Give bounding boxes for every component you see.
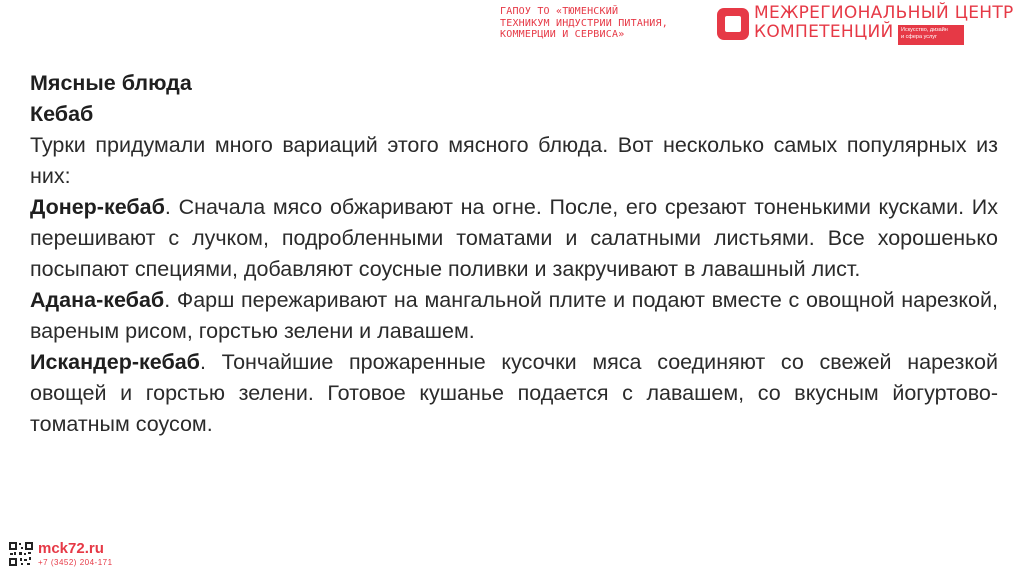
org-line-2: ТЕХНИКУМ ИНДУСТРИИ ПИТАНИЯ, (500, 17, 668, 29)
logo-tag-line-1: Искусство, дизайн (901, 27, 948, 33)
dish-description: . Сначала мясо обжаривают на огне. После, его срезают тоненькими кусками. Их перешивают с лучком, подробленными томатами и салатными листьями. Все хорошенько посыпают специями, добавляют соусные поливки и закручивают в лавашный лист. (30, 195, 998, 281)
logo-tag-line-2: и сфера услуг (901, 33, 937, 40)
dish-term: Адана-кебаб (30, 288, 165, 312)
org-line-3: КОММЕРЦИИ И СЕРВИСА» (500, 29, 625, 40)
dish-paragraph-iskander (30, 347, 998, 440)
section-heading: Мясные блюда (30, 71, 192, 95)
dish-description: . Тончайшие прожаренные кусочки мяса соединяют со свежей нарезкой овощей и горстью зелени. Готовое кушанье подается с лавашем, со вкусным йогуртово-томатным соусом. (30, 350, 998, 436)
slide-content (30, 68, 998, 440)
dish-term: Искандер-кебаб (30, 350, 200, 374)
dish-description: . Фарш пережаривают на мангальной плите и подают вместе с овощной нарезкой, вареным рисом, горстью зелени и лавашем. (30, 288, 998, 343)
qr-code-icon (8, 541, 34, 567)
dish-term: Донер-кебаб (30, 195, 165, 219)
dish-paragraph-doner (30, 192, 998, 285)
logo-title (754, 4, 1014, 42)
intro-paragraph: Турки придумали много вариаций этого мясного блюда. Вот несколько самых популярных из них: (30, 133, 998, 188)
logo-title-line-2: КОМПЕТЕНЦИЙ (754, 22, 894, 42)
logo-tagline (898, 25, 964, 45)
website-link[interactable]: mck72.ru (38, 540, 104, 557)
logo-title-line-1: МЕЖРЕГИОНАЛЬНЫЙ ЦЕНТР (754, 3, 1014, 23)
organization-name (500, 6, 714, 41)
red-square-ring-logo-icon (716, 7, 750, 41)
org-line-1: ГАПОУ ТО «ТЮМЕНСКИЙ (500, 6, 619, 17)
subsection-heading: Кебаб (30, 102, 94, 126)
dish-paragraph-adana (30, 285, 998, 347)
phone-number: +7 (3452) 204-171 (38, 558, 113, 567)
